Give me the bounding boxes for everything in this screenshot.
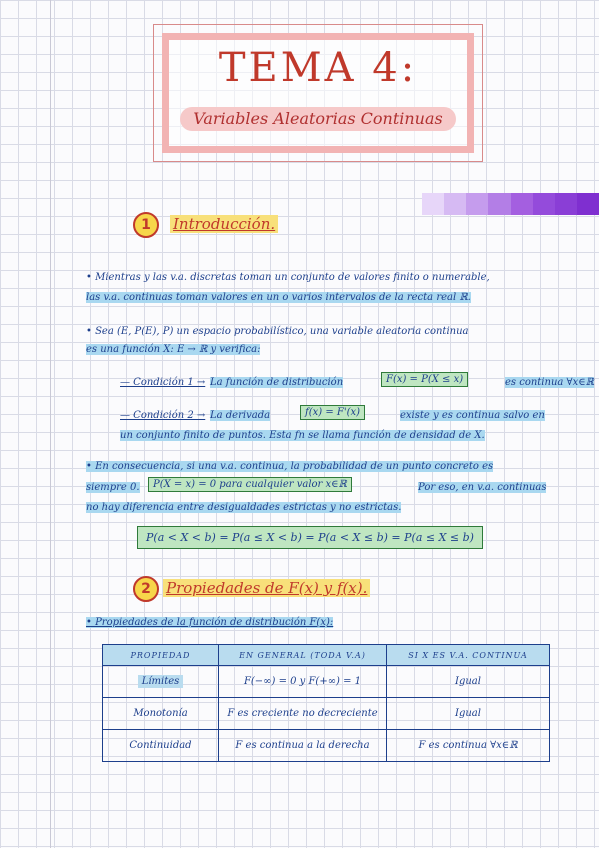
section-number-1: 1 <box>133 212 159 238</box>
para1-line1: • Mientras y las v.a. discretas toman un conjunto de valores finito o numerable, <box>86 272 490 283</box>
color-strip-segment <box>488 193 511 215</box>
section-number-2: 2 <box>133 576 159 602</box>
page-title: TEMA 4: <box>218 45 418 91</box>
table-header-row <box>103 645 550 666</box>
section-title-2: Propiedades de F(x) y f(x). <box>163 579 370 597</box>
title-box <box>153 24 483 162</box>
color-strip-segment <box>466 193 489 215</box>
condition1-tail: es continua ∀x∈ℝ <box>505 377 594 388</box>
color-strip-segment <box>577 193 599 215</box>
color-strip-segment <box>511 193 534 215</box>
table-row <box>103 666 550 698</box>
table-cell: F es continua ∀x∈ℝ <box>387 730 550 762</box>
color-strip-segment <box>422 193 445 215</box>
table-cell <box>103 666 219 698</box>
table-cell: Igual <box>387 698 550 730</box>
table-cell: F es creciente no decreciente <box>219 698 387 730</box>
page-subtitle: Variables Aleatorias Continuas <box>193 109 443 128</box>
color-strip-segment <box>444 193 467 215</box>
table-header-cell: SI X ES V.A. CONTINUA <box>387 645 550 666</box>
table-row <box>103 730 550 762</box>
density-function-box: f(x) = F'(x) <box>300 405 365 420</box>
para2-line2: es una función X: Ε → ℝ y verifica: <box>86 344 261 355</box>
para3-line2-pre: siempre 0. <box>86 482 140 493</box>
condition2-label: — Condición 2 → <box>120 410 206 421</box>
distribution-function-box: F(x) = P(X ≤ x) <box>381 372 468 387</box>
condition2-text: La derivada <box>210 410 271 421</box>
properties-table <box>102 644 550 762</box>
point-probability-box: P(X = x) = 0 para cualquier valor x∈ℝ <box>148 477 352 492</box>
para3-line2-post: Por eso, en v.a. continuas <box>418 482 547 493</box>
condition2-line2: un conjunto finito de puntos. Esta fn se llama función de densidad de X. <box>120 430 485 441</box>
margin-line <box>50 0 51 848</box>
condition2-tail: existe y es continua salvo en <box>400 410 545 421</box>
color-strip-segment <box>533 193 556 215</box>
condition1-text: La función de distribución <box>210 377 344 388</box>
table-cell: F es continua a la derecha <box>219 730 387 762</box>
inequality-formula-box: P(a < X < b) = P(a ≤ X < b) = P(a < X ≤ b) = P(a ≤ X ≤ b) <box>137 526 483 549</box>
table-cell: Continuidad <box>103 730 219 762</box>
para3-line3: no hay diferencia entre desigualdades estrictas y no estrictas. <box>86 502 402 513</box>
condition1-label: — Condición 1 → <box>120 377 206 388</box>
para2-line1: • Sea (Ε, P(Ε), P) un espacio probabilístico, una variable aleatoria continua <box>86 326 469 337</box>
table-cell: Igual <box>387 666 550 698</box>
row-label: Límites <box>138 675 184 688</box>
table-header-cell: EN GENERAL (TODA V.A) <box>219 645 387 666</box>
table-header-cell: PROPIEDAD <box>103 645 219 666</box>
table-cell: Monotonía <box>103 698 219 730</box>
para3-line1: • En consecuencia, si una v.a. continua, la probabilidad de un punto concreto es <box>86 461 494 472</box>
para1-line2: las v.a. continuas toman valores en un o varios intervalos de la recta real ℝ. <box>86 292 471 303</box>
color-strip-segment <box>555 193 578 215</box>
section-title-1: Introducción. <box>170 215 278 233</box>
para4-line1: • Propiedades de la función de distribución F(x): <box>86 617 334 628</box>
table-cell: F(−∞) = 0 y F(+∞) = 1 <box>219 666 387 698</box>
table-row <box>103 698 550 730</box>
